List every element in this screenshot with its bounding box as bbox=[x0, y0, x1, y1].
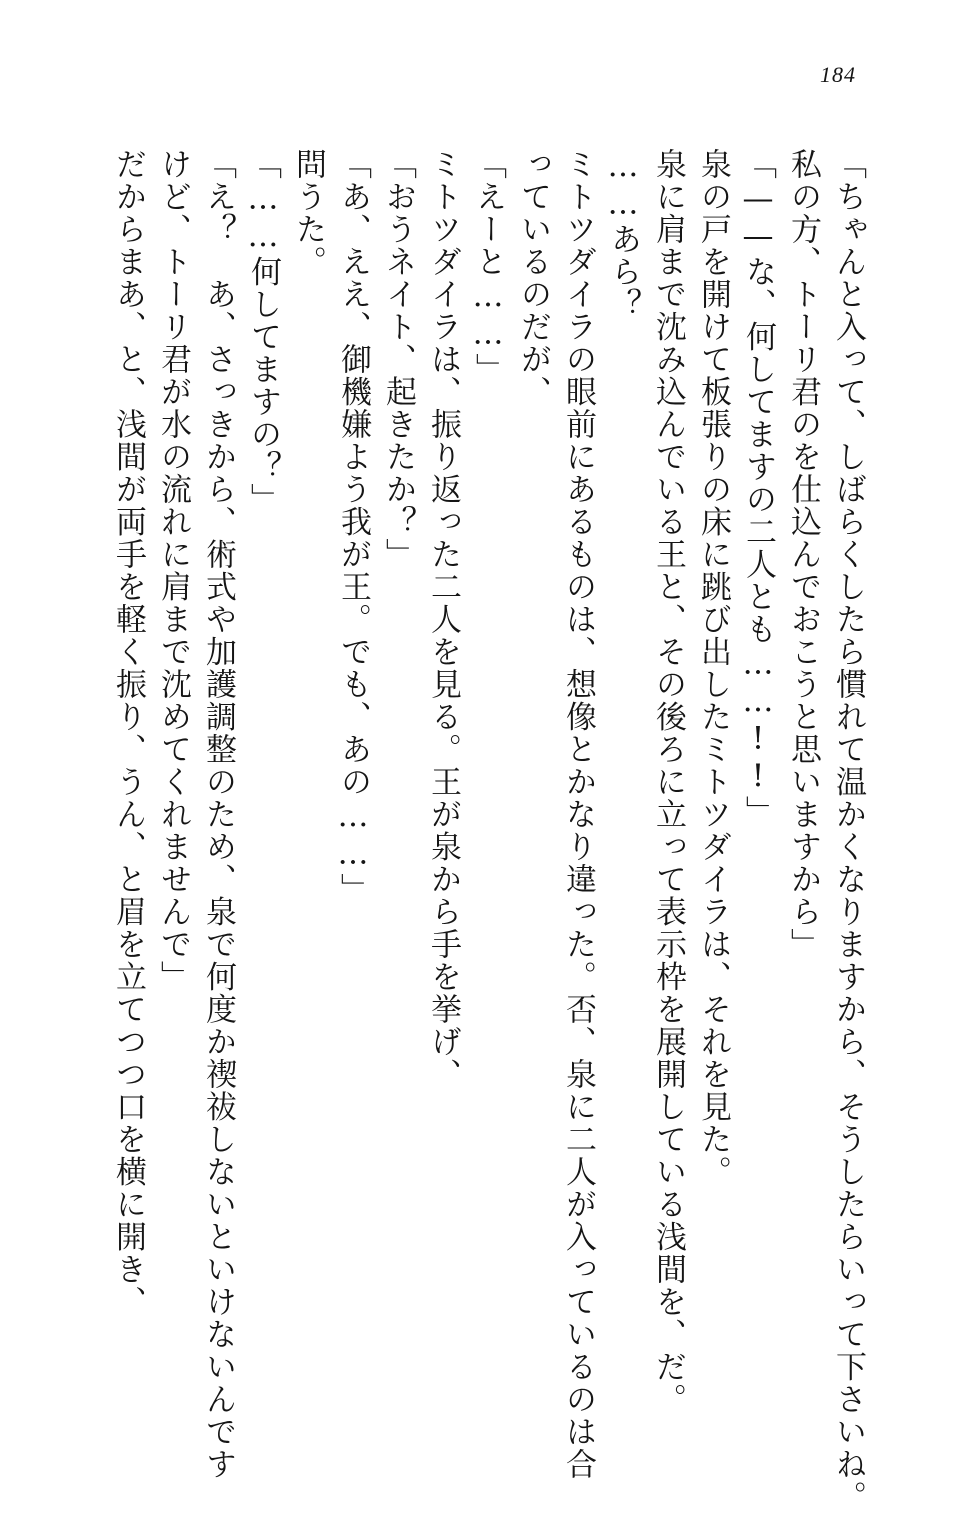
text-line: ……あら？ bbox=[605, 148, 641, 321]
text-line: 「あ、ええ、御機嫌よう我が王。でも、あの……」 bbox=[335, 148, 371, 906]
text-line: 私の方、トーリ君のを仕込んでおこうと思いますから」 bbox=[785, 148, 821, 961]
text-line: 「……何してますの？」 bbox=[245, 148, 281, 516]
text-line: ミトツダイラは、振り返った二人を見る。王が泉から手を挙げ、 bbox=[425, 148, 461, 1091]
text-line: っているのだが、 bbox=[515, 148, 551, 408]
text-line: 問うた。 bbox=[290, 148, 326, 278]
text-line: 「——な、何してますの二人とも……!!」 bbox=[740, 148, 776, 828]
text-line: 「え？ あ、さっきから、術式や加護調整のため、泉で何度か禊祓しないといけないんです bbox=[200, 148, 236, 1481]
text-line: 「おうネイト、起きたか？」 bbox=[380, 148, 416, 571]
vertical-text-body bbox=[80, 148, 870, 1513]
text-line: だからまあ、と、浅間が両手を軽く振り、うん、と眉を立てつつ口を横に開き、 bbox=[110, 148, 146, 1318]
text-line: 泉に肩まで沈み込んでいる王と、その後ろに立って表示枠を展開している浅間を、だ。 bbox=[650, 148, 686, 1416]
text-line: 「えーと……」 bbox=[470, 148, 506, 386]
page-number: 184 bbox=[820, 62, 856, 87]
text-line: ミトツダイラの眼前にあるものは、想像とかなり違った。否、泉に二人が入っているのは合 bbox=[560, 148, 596, 1481]
text-line: 泉の戸を開けて板張りの床に跳び出したミトツダイラは、それを見た。 bbox=[695, 148, 731, 1188]
text-line: 「ちゃんと入って、しばらくしたら慣れて温かくなりますから、そうしたらいって下さいね。 bbox=[830, 148, 866, 1513]
text-line: けど、トーリ君が水の流れに肩まで沈めてくれませんで」 bbox=[155, 148, 191, 993]
